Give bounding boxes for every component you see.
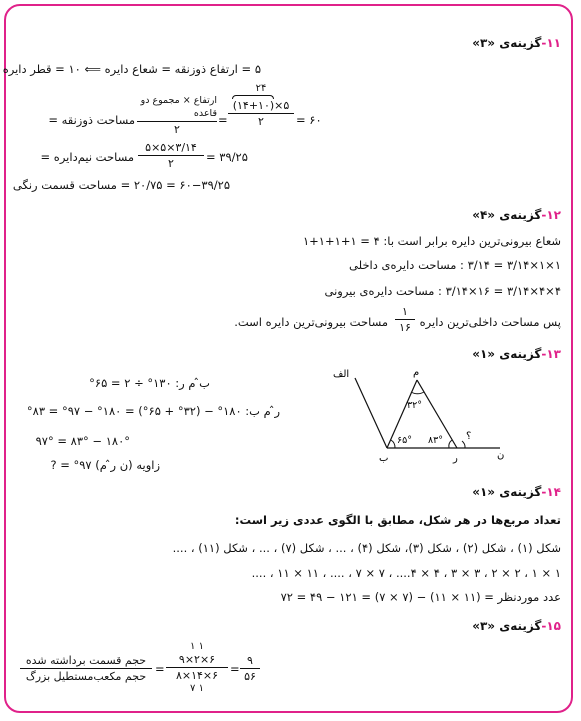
q13-title: گزینه‌ی «۱» bbox=[472, 347, 542, 361]
q11-calc-num: (۱۴+۱۰)×۵ bbox=[232, 99, 290, 112]
q12-line3: ۴×۴×۳/۱۴ = ۱۶×۳/۱۴ : مساحت دایره‌ی بیرونی bbox=[324, 284, 561, 298]
q13-line4: زاویه (ن ر̂ م) ۹۷° = ? bbox=[50, 458, 160, 472]
label-n: ن bbox=[497, 450, 505, 461]
q11-area-label: مساحت ذوزنقه = bbox=[48, 113, 135, 127]
q11-semi-label: مساحت نیم‌دایره = bbox=[40, 150, 134, 164]
q12-fraction bbox=[395, 305, 415, 334]
q14-number: ۱۴- bbox=[541, 485, 561, 499]
angle-65-label: ۶۵° bbox=[397, 435, 412, 446]
q15-res-den: ۵۶ bbox=[244, 670, 256, 683]
q13-line2: ر̂ م ب: ۱۸۰° − (۳۲° + ۶۵°) = ۱۸۰° − ۹۷° = ۸۳° bbox=[26, 404, 280, 418]
angle-q-label: ؟ bbox=[466, 431, 472, 442]
q15-cancel-bottom: ۷ ۱ bbox=[190, 683, 204, 694]
q14-heading bbox=[472, 485, 561, 499]
arc-q bbox=[462, 441, 465, 448]
label-m: م bbox=[413, 367, 420, 378]
q13-line3: ۱۸۰° − ۸۳° = ۹۷° bbox=[35, 434, 130, 448]
arc-32 bbox=[411, 392, 424, 394]
q11-semi bbox=[138, 141, 204, 170]
q11-result: = ۶۰ bbox=[296, 113, 322, 127]
q13-heading bbox=[472, 347, 561, 361]
q11-title: گزینه‌ی «۳» bbox=[472, 36, 542, 50]
q11-formula bbox=[137, 94, 217, 136]
q12-frac-num: ۱ bbox=[402, 305, 408, 318]
q15-number: ۱۵- bbox=[541, 619, 561, 633]
q14-result: عدد موردنظر = (۱۱ × ۱۱) − (۷ × ۷) = ۱۲۱ − ۴۹ = ۷۲ bbox=[280, 590, 561, 604]
q13-line1: ب̂ م ر: ۱۳۰° ÷ ۲ = ۶۵° bbox=[89, 376, 210, 390]
q15-calc-den: ۸×۱۴×۶ bbox=[175, 669, 219, 682]
angle-83-label: ۸۳° bbox=[428, 435, 443, 446]
q11-number: ۱۱- bbox=[541, 36, 561, 50]
q13-number: ۱۳- bbox=[541, 347, 561, 361]
q12-title: گزینه‌ی «۴» bbox=[472, 208, 542, 222]
q12-line4a: پس مساحت داخلی‌ترین دایره bbox=[419, 315, 561, 329]
q14-row-shapes: شکل (۱) ، شکل (۲) ، شکل (۳)، شکل (۴) ، ... ، شکل (۷) ، ... ، شکل (۱۱) ، .... bbox=[172, 541, 561, 555]
q11-calc-top: ۲۴ bbox=[255, 83, 267, 94]
q14-intro: تعداد مربع‌ها در هر شکل، مطابق با الگوی عددی زیر است: bbox=[234, 513, 561, 527]
q15-calc-fraction bbox=[166, 640, 228, 695]
arc-65 bbox=[391, 440, 395, 448]
q15-title: گزینه‌ی «۳» bbox=[472, 619, 542, 633]
q15-cancel-top: ۱ ۱ bbox=[190, 641, 204, 652]
q11-semi-result: = ۳۹/۲۵ bbox=[206, 150, 248, 164]
arc-83 bbox=[449, 440, 452, 448]
q12-line2: ۱×۱×۳/۱۴ = ۳/۱۴ : مساحت دایره‌ی داخلی bbox=[349, 258, 561, 272]
q15-calc-num: ۹×۲×۶ bbox=[178, 653, 216, 666]
q11-calc bbox=[228, 82, 294, 128]
q12-number: ۱۲- bbox=[541, 208, 561, 222]
q11-line1: ۵ = ارتفاع ذوزنقه = شعاع دایره ⟸ ۱۰ = قطر دایره bbox=[2, 62, 261, 76]
q12-heading bbox=[472, 208, 561, 222]
q14-row-values: ۱ × ۱ ، ۲ × ۲ ، ۳ × ۳ ، ۴ × ۴.... ، ۷ × ۷ ، .... ، ۱۱ × ۱۱ ، .... bbox=[251, 566, 561, 580]
line-alef-b bbox=[355, 378, 387, 448]
q11-formula-den: ۲ bbox=[174, 123, 180, 136]
q12-frac-den: ۱۶ bbox=[399, 321, 411, 334]
q11-formula-num: ارتفاع × مجموع دو قاعده bbox=[140, 95, 217, 119]
label-alef: الف bbox=[333, 369, 350, 380]
q15-heading bbox=[472, 619, 561, 633]
q12-line4b: مساحت بیرونی‌ترین دایره است. bbox=[234, 315, 388, 329]
q12-line1: شعاع بیرونی‌ترین دایره برابر است با: ۴ = ۱+۱+۱+۱ bbox=[302, 234, 561, 248]
label-r: ر bbox=[453, 453, 458, 464]
q11-semi-den: ۲ bbox=[168, 157, 174, 170]
angle-32-label: ۳۲° bbox=[407, 400, 422, 411]
q11-heading bbox=[472, 36, 561, 50]
q15-label-num: حجم قسمت برداشته شده bbox=[25, 654, 147, 667]
q15-label-fraction bbox=[20, 654, 152, 683]
q11-semi-num: ۵×۵×۳/۱۴ bbox=[145, 141, 197, 154]
q11-calc-den: ۲ bbox=[258, 115, 264, 128]
q14-title: گزینه‌ی «۱» bbox=[472, 485, 542, 499]
q15-res-num: ۹ bbox=[247, 654, 253, 667]
q15-result-fraction bbox=[240, 654, 260, 683]
q11-line4: ۶۰−۳۹/۲۵ = ۲۰/۷۵ = مساحت قسمت رنگی bbox=[12, 178, 230, 192]
q15-label-den: حجم مکعب‌مستطیل بزرگ bbox=[25, 670, 147, 683]
q13-figure bbox=[325, 360, 525, 470]
label-b: ب bbox=[379, 453, 389, 464]
